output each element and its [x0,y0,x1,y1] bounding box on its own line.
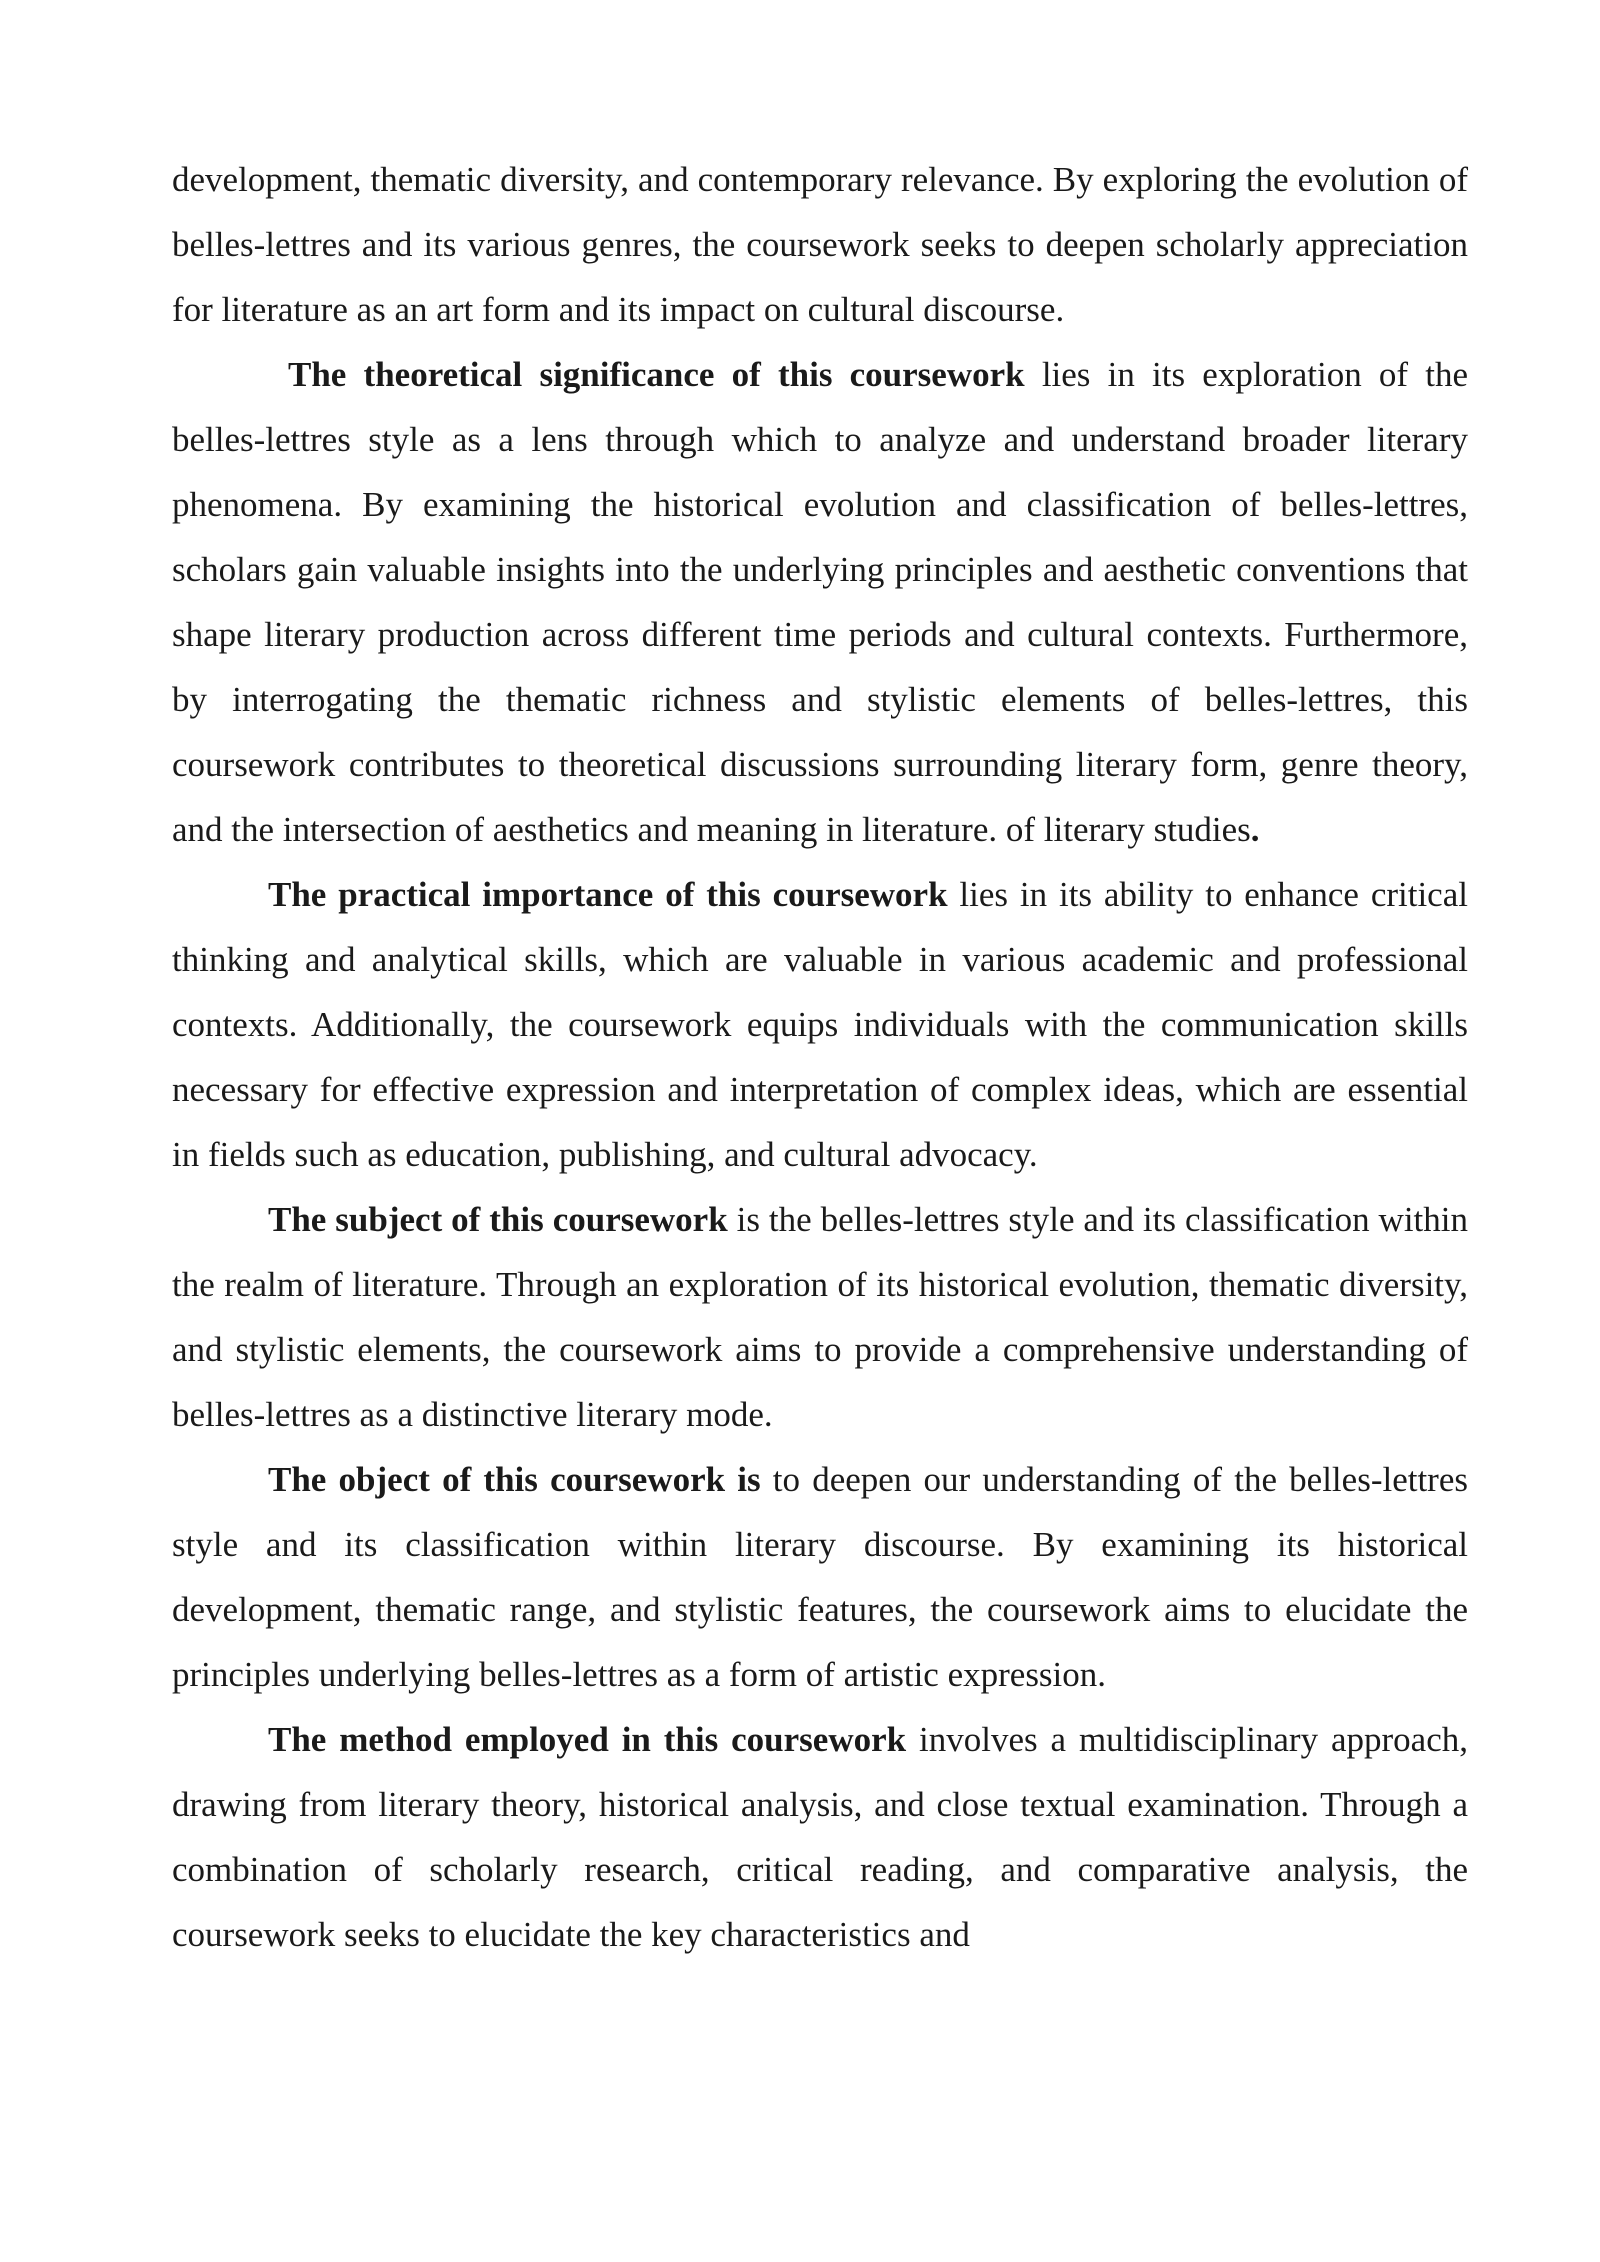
paragraph-continuation [172,147,1468,342]
paragraph-lead: The object of this coursework is [268,1460,761,1499]
paragraph-text: development, thematic diversity, and contemporary relevance. By exploring the evolution of belles-lettres and its various genres, the coursework seeks to deepen scholarly appreciation for literature as an art form and its impact on cultural discourse. [172,160,1468,329]
paragraph-text: involves a multidisciplinary approach, drawing from literary theory, historical analysis, and close textual examination. Through a combination of scholarly research, critical reading, and comparative analysis, the coursework seeks to elucidate the key characteristics and [172,1720,1468,1954]
paragraph-lead: The subject of this coursework [268,1200,728,1239]
document-body [172,147,1468,1967]
paragraph-text: to deepen our understanding of the belles-lettres style and its classification within literary discourse. By examining its historical development, thematic range, and stylistic features, the coursework aims to elucidate the principles underlying belles-lettres as a form of artistic expression. [172,1460,1468,1694]
paragraph-theoretical-significance [172,342,1468,862]
paragraph-method [172,1707,1468,1967]
paragraph-tail: . [1250,810,1260,849]
paragraph-lead: The theoretical significance of this coursework [288,355,1025,394]
paragraph-subject [172,1187,1468,1447]
paragraph-lead: The practical importance of this coursework [268,875,948,914]
paragraph-text: lies in its exploration of the belles-lettres style as a lens through which to analyze and understand broader literary phenomena. By examining the historical evolution and classification of belles-lettres, scholars gain valuable insights into the underlying principles and aesthetic conventions that shape literary production across different time periods and cultural contexts. Furthermore, by interrogating the thematic richness and stylistic elements of belles-lettres, this coursework contributes to theoretical discussions surrounding literary form, genre theory, and the intersection of aesthetics and meaning in literature. of literary studies [172,355,1468,849]
paragraph-object [172,1447,1468,1707]
paragraph-lead: The method employed in this coursework [268,1720,907,1759]
paragraph-text: is the belles-lettres style and its classification within the realm of literature. Through an exploration of its historical evolution, thematic diversity, and stylistic elements, the coursework aims to provide a comprehensive understanding of belles-lettres as a distinctive literary mode. [172,1200,1468,1434]
paragraph-practical-importance [172,862,1468,1187]
paragraph-text: lies in its ability to enhance critical thinking and analytical skills, which are valuable in various academic and professional contexts. Additionally, the coursework equips individuals with the communication skills necessary for effective expression and interpretation of complex ideas, which are essential in fields such as education, publishing, and cultural advocacy. [172,875,1468,1174]
